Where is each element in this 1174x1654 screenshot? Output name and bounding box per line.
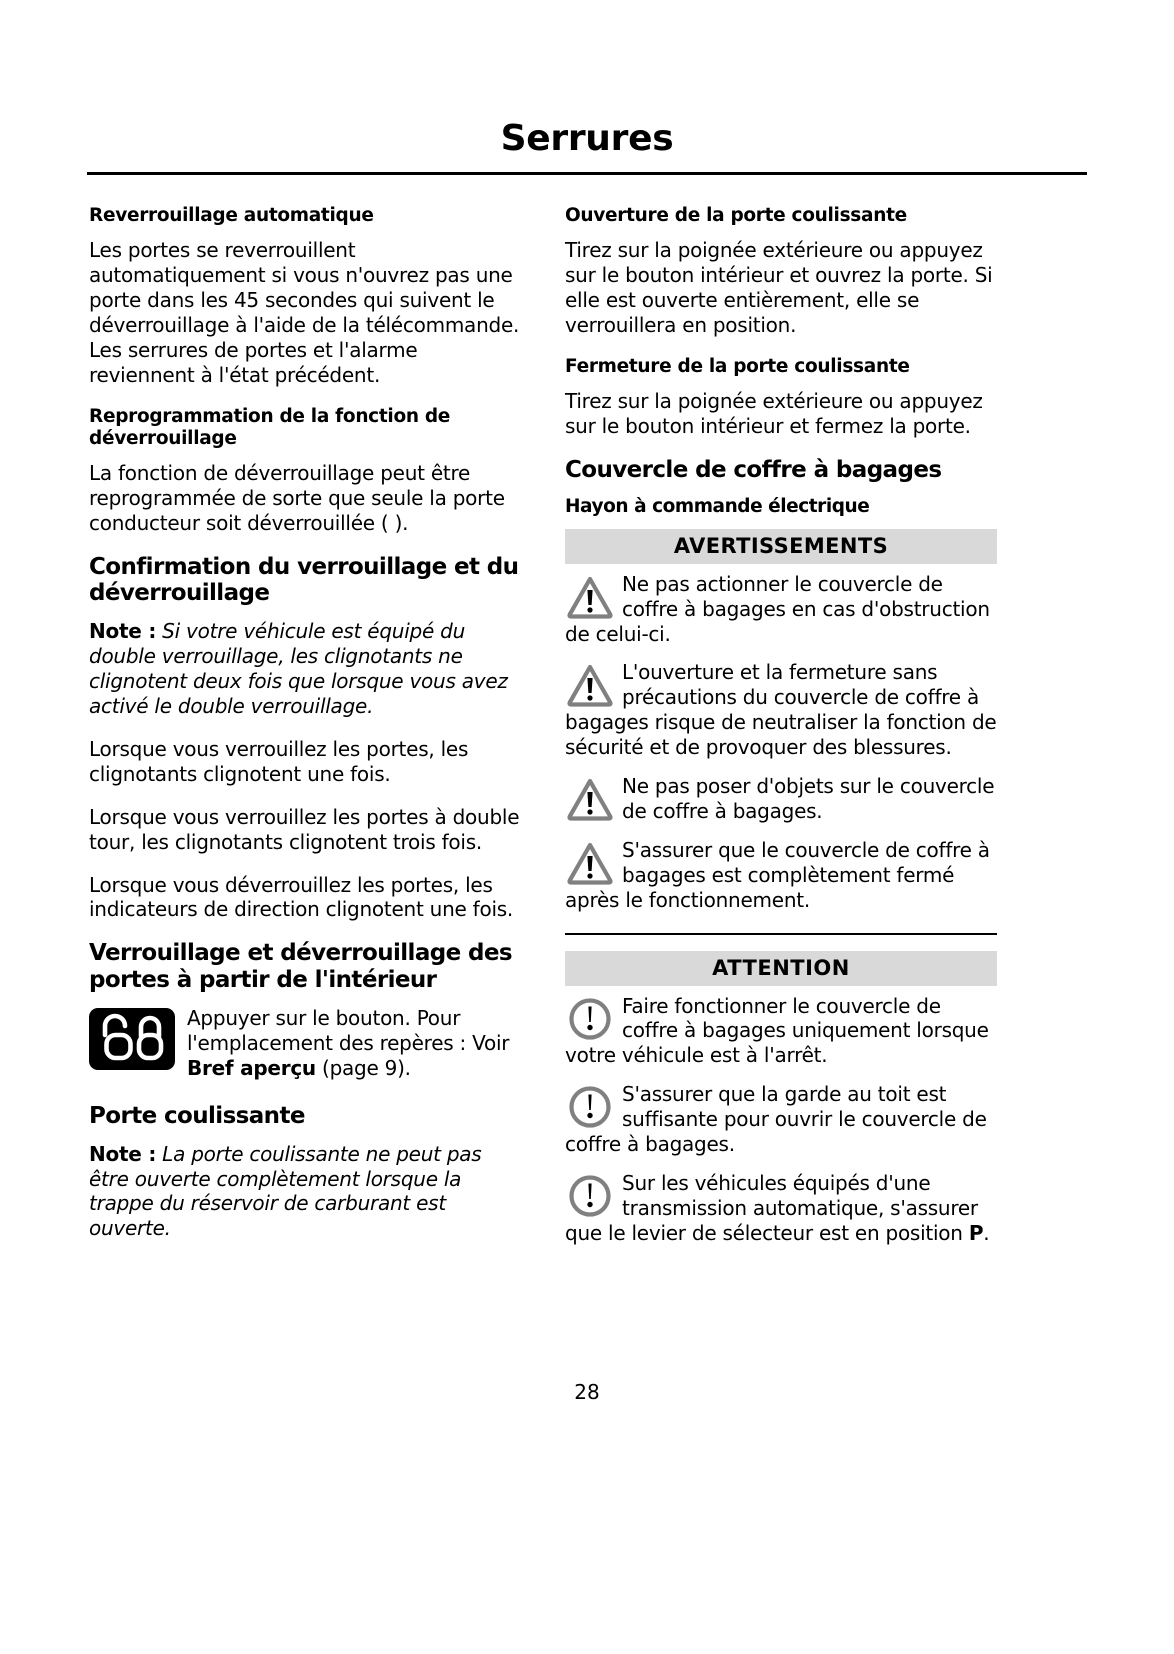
caution-text-3-after: .	[983, 1220, 990, 1245]
caution-item-2	[565, 1082, 997, 1157]
warning-item-2	[565, 660, 997, 760]
paragraph-ouverture-porte: Tirez sur la poignée extérieure ou appuyez sur le bouton intérieur et ouvrez la porte. Si elle est ouverte entièrement, elle se verrouillera en position.	[565, 238, 993, 337]
paragraph-clignotants-une-fois: Lorsque vous verrouillez les portes, les clignotants clignotent une fois.	[89, 736, 469, 786]
warning-text-1: Ne pas actionner le couvercle de coffre à bagages en cas d'obstruction de celui-ci.	[565, 571, 990, 646]
paragraph-fermeture-porte: Tirez sur la poignée extérieure ou appuyez sur le bouton intérieur et fermez la porte.	[565, 388, 983, 438]
warning-triangle-icon	[567, 663, 613, 707]
warning-item-3	[565, 774, 997, 824]
paragraph-deverrouillage-clignotants: Lorsque vous déverrouillez les portes, les indicateurs de direction clignotent une fois.	[89, 872, 514, 922]
warning-triangle-icon	[567, 575, 613, 619]
paragraph-clignotants-trois-fois: Lorsque vous verrouillez les portes à double tour, les clignotants clignotent trois fois.	[89, 804, 520, 854]
heading-hayon-electrique: Hayon à commande électrique	[565, 495, 870, 517]
heading-ouverture-porte-coulissante: Ouverture de la porte coulissante	[565, 205, 907, 226]
paragraph-reverrouillage-automatique: Les portes se reverrouillent automatiquement si vous n'ouvrez pas une porte dans les 45 secondes qui suivent le déverrouillage à l'aide de la télécommande. Les serrures de portes et l'alarme reviennent à l'état précédent.	[89, 238, 520, 387]
lock-button-text	[187, 1006, 521, 1081]
note-body: Si votre véhicule est équipé du double verrouillage, les clignotants ne clignotent deux fois que lorsque vous avez activé le double verrouillage.	[89, 619, 508, 719]
heading-confirmation-verrouillage: Confirmation du verrouillage et du déverrouillage	[89, 553, 519, 607]
warning-text-3: Ne pas poser d'objets sur le couvercle de coffre à bagages.	[622, 774, 995, 823]
caution-item-3	[565, 1171, 997, 1246]
heading-fermeture-porte-coulissante: Fermeture de la porte coulissante	[565, 355, 910, 377]
caution-text-3	[565, 1171, 997, 1246]
paragraph-reprogrammation: La fonction de déverrouillage peut être reprogrammée de sorte que seule la porte conducteur soit déverrouillée ( ).	[89, 460, 505, 535]
right-column	[565, 205, 997, 1260]
attention-banner: ATTENTION	[565, 951, 997, 986]
heading-reprogrammation: Reprogrammation de la fonction de déverrouillage	[89, 405, 451, 449]
warning-triangle-icon	[567, 841, 613, 885]
warning-text-2: L'ouverture et la fermeture sans précautions du couvercle de coffre à bagages risque de neutraliser la fonction de sécurité et de provoquer des blessures.	[565, 660, 997, 760]
warning-item-4	[565, 838, 997, 913]
lock-text-reference: Bref aperçu	[187, 1055, 316, 1080]
caution-circle-icon	[567, 997, 613, 1041]
caution-item-1	[565, 994, 997, 1069]
title-divider	[87, 172, 1087, 175]
lock-button-instruction	[89, 1006, 521, 1081]
note-label-2: Note :	[89, 1141, 157, 1166]
note-label: Note :	[89, 619, 157, 644]
caution-circle-icon	[567, 1085, 613, 1129]
caution-text-3-before: Sur les véhicules équipés d'une transmission automatique, s'assurer que le levier de sélecteur est en position	[565, 1170, 978, 1245]
heading-porte-coulissante: Porte coulissante	[89, 1102, 305, 1129]
heading-couvercle-coffre: Couvercle de coffre à bagages	[565, 456, 942, 483]
warning-triangle-icon	[567, 777, 613, 821]
caution-text-3-gear: P	[968, 1220, 984, 1245]
warnings-banner: AVERTISSEMENTS	[565, 529, 997, 564]
page-title: Serrures	[500, 118, 674, 159]
lock-unlock-icon	[89, 1008, 175, 1070]
left-column	[89, 205, 521, 1259]
warning-text-4: S'assurer que le couvercle de coffre à bagages est complètement fermé après le fonctionnement.	[565, 837, 990, 912]
caution-circle-icon	[567, 1174, 613, 1218]
note-porte-coulissante	[89, 1142, 521, 1242]
caution-text-2: S'assurer que la garde au toit est suffisante pour ouvrir le couvercle de coffre à bagages.	[565, 1082, 987, 1156]
warning-item-1	[565, 572, 997, 647]
note-body-2: La porte coulissante ne peut pas être ouverte complètement lorsque la trappe du réservoir de carburant est ouverte.	[89, 1141, 482, 1241]
section-divider	[565, 933, 997, 935]
heading-reverrouillage-automatique: Reverrouillage automatique	[89, 205, 374, 226]
heading-verrouillage-interieur: Verrouillage et déverrouillage des portes à partir de l'intérieur	[89, 940, 512, 994]
lock-text-part1: Appuyer sur le bouton. Pour l'emplacement des repères : Voir	[187, 1006, 510, 1055]
note-double-verrouillage	[89, 619, 521, 719]
lock-text-part2: (page 9).	[315, 1055, 411, 1080]
page-number: 28	[574, 1380, 600, 1404]
caution-text-1: Faire fonctionner le couvercle de coffre à bagages uniquement lorsque votre véhicule est à l'arrêt.	[565, 993, 989, 1068]
